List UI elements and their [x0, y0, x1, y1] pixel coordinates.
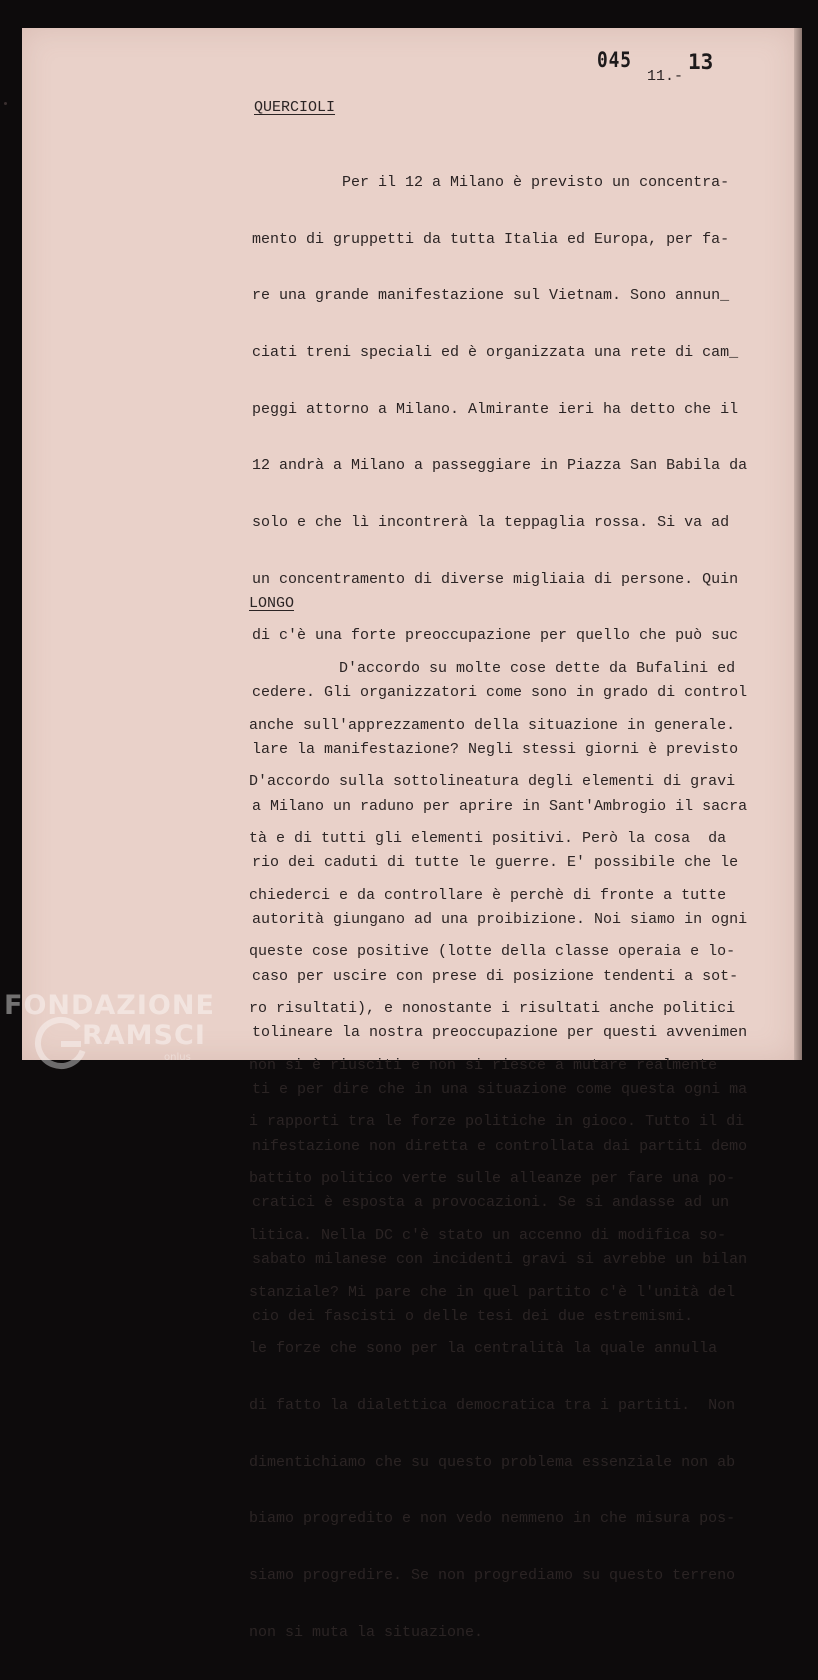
text-line: litica. Nella DC c'è stato un accenno di modifica so- — [249, 1226, 727, 1244]
text-line: ti e per dire che in una situazione come questa ogni ma — [252, 1081, 748, 1099]
sheet-number: 13 — [688, 50, 714, 74]
speech-paragraph-longo — [249, 622, 744, 1680]
speaker-heading-quercioli: QUERCIOLI — [254, 99, 336, 116]
text-line: caso per uscire con prese di posizione tendenti a sot- — [252, 967, 739, 985]
text-line: tolineare la nostra preoccupazione per questi avvenimen — [252, 1024, 748, 1042]
text-line: non si muta la situazione. — [249, 1623, 484, 1641]
text-line: D'accordo su molte cose dette da Bufalini ed — [249, 659, 736, 677]
text-line: sabato milanese con incidenti gravi si avrebbe un bilan — [252, 1251, 748, 1269]
text-line: biamo progredito e non vedo nemmeno in che misura pos- — [249, 1510, 736, 1528]
text-line: Per il 12 a Milano è previsto un concentra- — [252, 173, 730, 191]
text-line: autorità giungano ad una proibizione. Noi siamo in ogni — [252, 910, 748, 928]
text-line: un concentramento di diverse migliaia di persone. Quin — [252, 570, 739, 588]
text-line: anche sull'apprezzamento della situazione in generale. — [249, 716, 736, 734]
text-line: tà e di tutti gli elementi positivi. Però la cosa da — [249, 829, 727, 847]
speaker-heading-longo: LONGO — [249, 595, 295, 612]
text-line: solo e che lì incontrerà la teppaglia rossa. Si va ad — [252, 514, 730, 532]
text-line: i rapporti tra le forze politiche in gioco. Tutto il di — [249, 1113, 745, 1131]
text-line: rio dei caduti di tutte le guerre. E' possibile che le — [252, 854, 739, 872]
document-page — [22, 28, 794, 1641]
text-line: le forze che sono per la centralità la quale annulla — [249, 1340, 718, 1358]
text-line: ro risultati), e nonostante i risultati anche politici — [249, 1000, 736, 1018]
text-line: cedere. Gli organizzatori come sono in grado di control — [252, 684, 748, 702]
page-number: 11.- — [647, 68, 684, 85]
text-line: stanziale? Mi pare che in quel partito c'è l'unità del — [249, 1283, 736, 1301]
text-line: queste cose positive (lotte della classe operaia e lo- — [249, 943, 736, 961]
text-line: di c'è una forte preoccupazione per quello che può suc — [252, 627, 739, 645]
watermark-line-1: FONDAZIONE — [4, 990, 215, 1021]
text-line: mento di gruppetti da tutta Italia ed Europa, per fa- — [252, 230, 730, 248]
text-line: cio dei fascisti o delle tesi dei due estremismi. — [252, 1307, 694, 1325]
text-line: peggi attorno a Milano. Almirante ieri ha detto che il — [252, 400, 739, 418]
text-line: dimentichiamo che su questo problema essenziale non ab — [249, 1453, 736, 1471]
fondazione-gramsci-watermark — [4, 990, 215, 1070]
watermark-line-2: RAMSCI — [82, 1020, 206, 1051]
text-line: a Milano un raduno per aprire in Sant'Ambrogio il sacra — [252, 797, 748, 815]
text-line: non si è riusciti e non si riesce a mutare realmente — [249, 1056, 718, 1074]
archive-number: 045 — [597, 48, 632, 72]
text-line: cratici è esposta a provocazioni. Se si andasse ad un — [252, 1194, 730, 1212]
text-line: chiederci e da controllare è perchè di fronte a tutte — [249, 886, 727, 904]
scan-speck — [4, 102, 7, 105]
text-line: di fatto la dialettica democratica tra i partiti. Non — [249, 1396, 736, 1414]
text-line: re una grande manifestazione sul Vietnam. Sono annun_ — [252, 287, 730, 305]
text-line: lare la manifestazione? Negli stessi giorni è previsto — [252, 740, 739, 758]
text-line: nifestazione non diretta e controllata dai partiti demo — [252, 1137, 748, 1155]
text-line: 12 andrà a Milano a passeggiare in Piazza San Babila da — [252, 457, 748, 475]
text-line: ciati treni speciali ed è organizzata una rete di cam_ — [252, 343, 739, 361]
text-line: D'accordo sulla sottolineatura degli elementi di gravi — [249, 773, 736, 791]
watermark-suffix: onlus — [164, 1052, 191, 1063]
gramsci-g-logo-icon — [34, 1016, 88, 1070]
text-line: battito politico verte sulle alleanze per fare una po- — [249, 1170, 736, 1188]
text-line: siamo progredire. Se non progrediamo su questo terreno — [249, 1567, 736, 1585]
